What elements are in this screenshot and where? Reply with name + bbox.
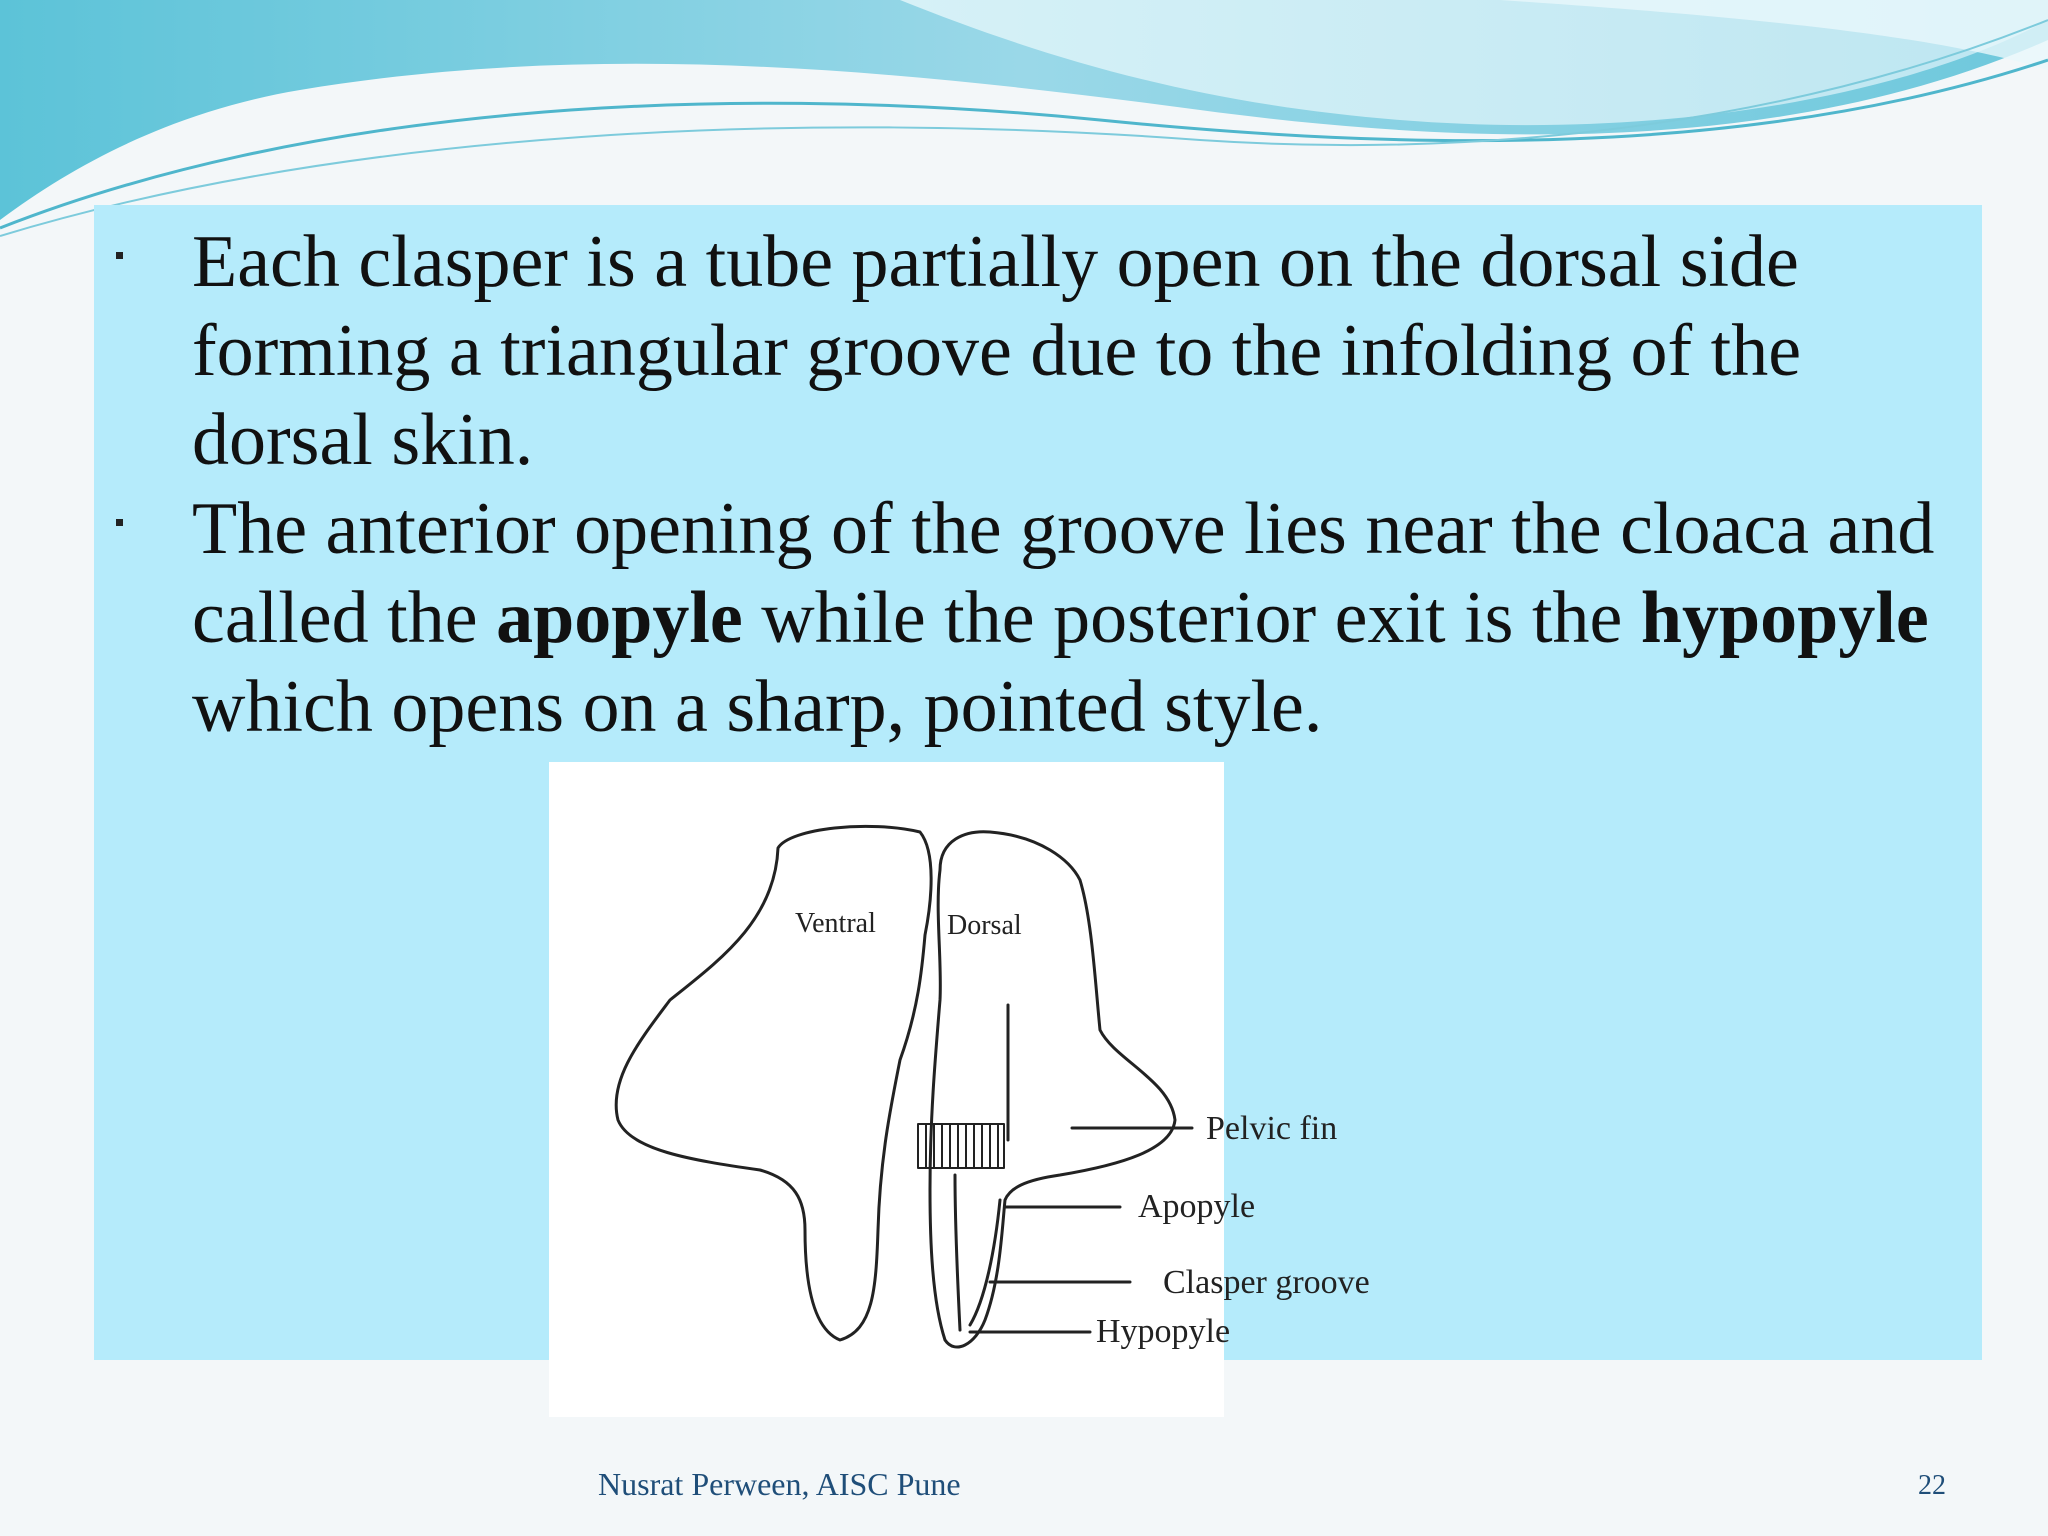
clasper-style-line (955, 1175, 960, 1330)
bullet-text-2-part2: while the posterior exit is the (742, 577, 1641, 659)
term-hypopyle: hypopyle (1640, 577, 1929, 659)
slide-page-number: 22 (1918, 1470, 1946, 1501)
groove-inner-curve (970, 1200, 1000, 1325)
label-clasper-groove: Clasper groove (1163, 1264, 1370, 1301)
bullet-text-2-part1: The anterior opening of the groove lies near the cloaca and called the (192, 488, 1935, 659)
label-hypopyle: Hypopyle (1096, 1313, 1231, 1350)
bullet-text-2-part3: which opens on a sharp, pointed style. (192, 666, 1323, 748)
footer-author: Nusrat Perween, AISC Pune (598, 1466, 961, 1502)
ventral-lobe-outline (616, 826, 931, 1340)
bullet-text-1: Each clasper is a tube partially open on the dorsal side forming a triangular groove due to the infolding of the dorsal skin. (192, 221, 1802, 481)
label-pelvic-fin: Pelvic fin (1206, 1110, 1338, 1147)
term-apopyle: apopyle (496, 577, 743, 659)
label-apopyle: Apopyle (1138, 1188, 1256, 1225)
label-dorsal: Dorsal (947, 910, 1022, 941)
label-ventral: Ventral (795, 908, 876, 939)
